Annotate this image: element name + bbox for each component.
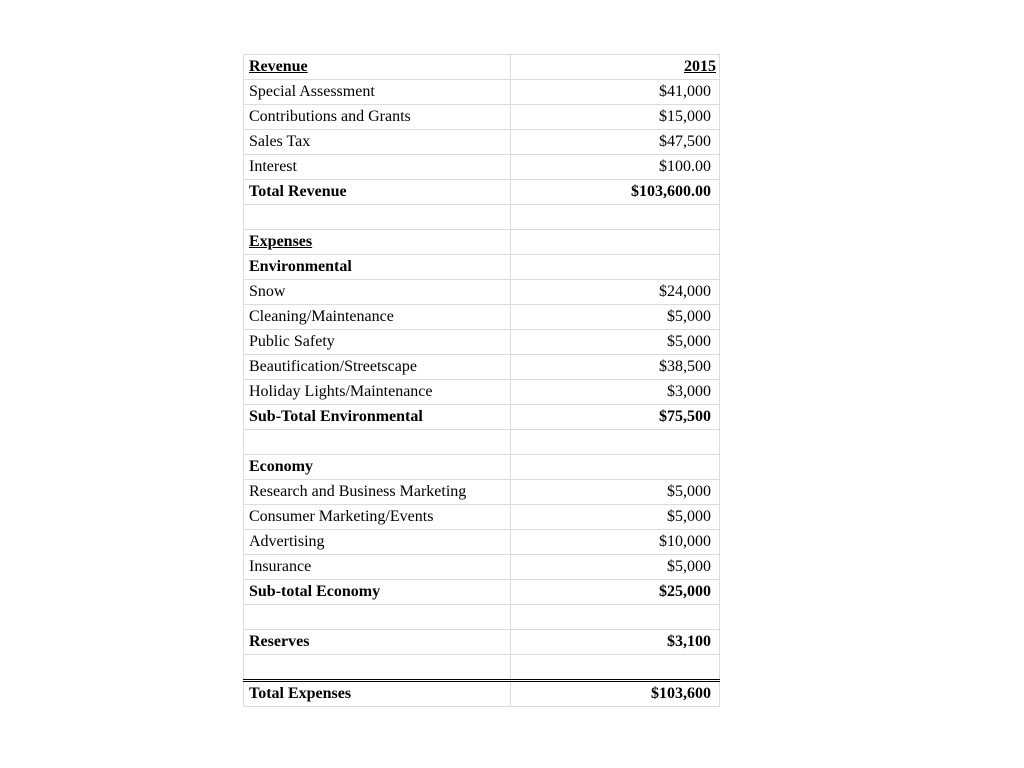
row-amount[interactable]: $5,000 [511, 480, 720, 505]
header-row [244, 55, 720, 80]
row-label[interactable]: Insurance [244, 555, 511, 580]
budget-table [243, 54, 720, 707]
revenue-heading[interactable]: Revenue [244, 55, 511, 80]
row-label[interactable]: Research and Business Marketing [244, 480, 511, 505]
row-amount[interactable]: $24,000 [511, 280, 720, 305]
row-amount[interactable]: $5,000 [511, 555, 720, 580]
empty-cell[interactable] [511, 605, 720, 630]
table-row [244, 105, 720, 130]
row-amount[interactable]: $38,500 [511, 355, 720, 380]
reserves-amount[interactable]: $3,100 [511, 630, 720, 655]
row-label[interactable]: Interest [244, 155, 511, 180]
table-row [244, 355, 720, 380]
total-revenue-row [244, 180, 720, 205]
total-expenses-row [244, 681, 720, 707]
empty-cell[interactable] [511, 205, 720, 230]
environmental-heading[interactable]: Environmental [244, 255, 511, 280]
row-label[interactable]: Holiday Lights/Maintenance [244, 380, 511, 405]
table-row [244, 155, 720, 180]
empty-cell[interactable] [511, 655, 720, 681]
empty-cell[interactable] [244, 430, 511, 455]
row-label[interactable]: Advertising [244, 530, 511, 555]
row-amount[interactable]: $5,000 [511, 330, 720, 355]
table-row [244, 480, 720, 505]
subtotal-economy-row [244, 580, 720, 605]
row-label[interactable]: Beautification/Streetscape [244, 355, 511, 380]
subtotal-economy-amount[interactable]: $25,000 [511, 580, 720, 605]
reserves-row [244, 630, 720, 655]
table-row [244, 280, 720, 305]
empty-row [244, 205, 720, 230]
subtotal-environmental-row [244, 405, 720, 430]
subtotal-environmental-amount[interactable]: $75,500 [511, 405, 720, 430]
row-label[interactable]: Snow [244, 280, 511, 305]
row-amount[interactable]: $100.00 [511, 155, 720, 180]
empty-cell[interactable] [244, 205, 511, 230]
row-label[interactable]: Contributions and Grants [244, 105, 511, 130]
table-row [244, 380, 720, 405]
row-amount[interactable]: $5,000 [511, 305, 720, 330]
row-label[interactable]: Public Safety [244, 330, 511, 355]
row-label[interactable]: Sales Tax [244, 130, 511, 155]
total-revenue-label[interactable]: Total Revenue [244, 180, 511, 205]
table-row [244, 555, 720, 580]
subtotal-environmental-label[interactable]: Sub-Total Environmental [244, 405, 511, 430]
expenses-heading-row [244, 230, 720, 255]
economy-heading[interactable]: Economy [244, 455, 511, 480]
row-amount[interactable]: $41,000 [511, 80, 720, 105]
reserves-label[interactable]: Reserves [244, 630, 511, 655]
empty-cell[interactable] [511, 430, 720, 455]
row-amount[interactable]: $47,500 [511, 130, 720, 155]
total-expenses-amount[interactable]: $103,600 [511, 681, 720, 707]
empty-cell[interactable] [244, 605, 511, 630]
row-label[interactable]: Special Assessment [244, 80, 511, 105]
table-row [244, 305, 720, 330]
subtotal-economy-label[interactable]: Sub-total Economy [244, 580, 511, 605]
total-revenue-amount[interactable]: $103,600.00 [511, 180, 720, 205]
expenses-heading[interactable]: Expenses [244, 230, 511, 255]
table-row [244, 130, 720, 155]
empty-cell[interactable] [511, 455, 720, 480]
row-amount[interactable]: $3,000 [511, 380, 720, 405]
table-row [244, 530, 720, 555]
empty-row [244, 430, 720, 455]
empty-row [244, 655, 720, 681]
economy-heading-row [244, 455, 720, 480]
table-row [244, 505, 720, 530]
row-label[interactable]: Cleaning/Maintenance [244, 305, 511, 330]
environmental-heading-row [244, 255, 720, 280]
row-amount[interactable]: $10,000 [511, 530, 720, 555]
row-label[interactable]: Consumer Marketing/Events [244, 505, 511, 530]
empty-cell[interactable] [511, 255, 720, 280]
empty-row [244, 605, 720, 630]
empty-cell[interactable] [511, 230, 720, 255]
row-amount[interactable]: $5,000 [511, 505, 720, 530]
year-heading[interactable]: 2015 [511, 55, 720, 80]
table-row [244, 330, 720, 355]
total-expenses-label[interactable]: Total Expenses [244, 681, 511, 707]
empty-cell[interactable] [244, 655, 511, 681]
row-amount[interactable]: $15,000 [511, 105, 720, 130]
table-row [244, 80, 720, 105]
